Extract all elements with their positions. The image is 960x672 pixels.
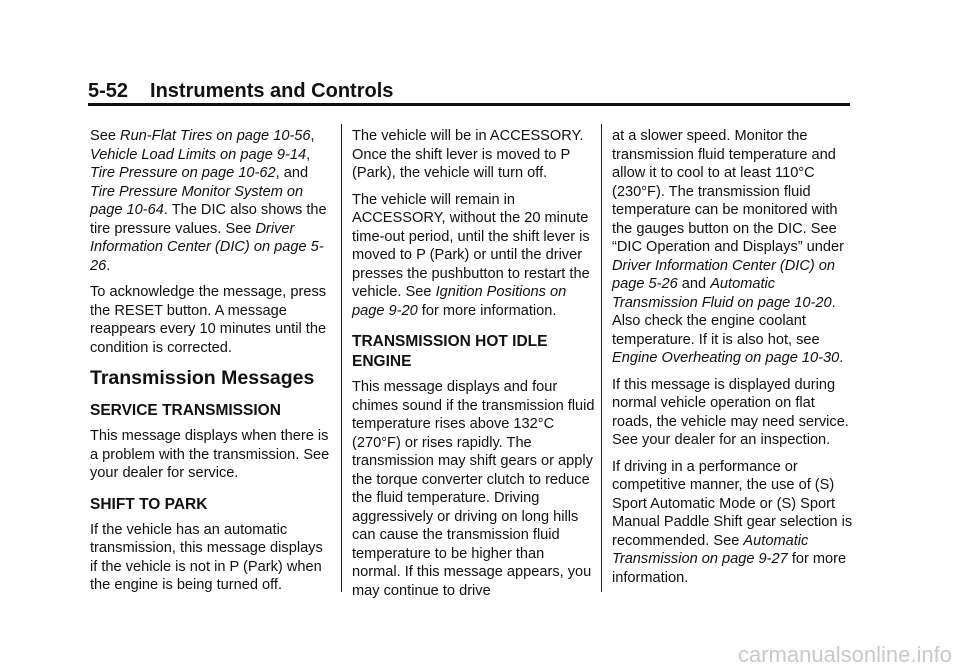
column-3 xyxy=(612,127,856,595)
cross-reference-link[interactable]: Vehicle Load Limits on page 9-14 xyxy=(90,146,307,163)
page-number: 5-52 xyxy=(88,80,129,102)
column-divider-2 xyxy=(601,124,602,592)
cross-reference-link[interactable]: Driver Information Center (DIC) on page 5-26 xyxy=(90,220,324,274)
section-heading: Transmission Messages xyxy=(90,367,315,389)
subsection-heading: TRANSMISSION HOT IDLE ENGINE xyxy=(352,333,548,370)
paragraph: The vehicle will remain in ACCESSORY, without the 20 minute time-out period, until the shift lever is moved to P (Park) or until the driver presses the pushbutton to restart the vehicle. See Ignition Positions on page 9-20 for more information. xyxy=(352,191,590,319)
paragraph: If this message is displayed during normal vehicle operation on flat roads, the vehicle may need service. See your dealer for an inspection. xyxy=(612,376,849,448)
paragraph: The vehicle will be in ACCESSORY. Once the shift lever is moved to P (Park), the vehicle will turn off. xyxy=(352,128,584,181)
paragraph: To acknowledge the message, press the RESET button. A message reappears every 10 minutes until the condition is corrected. xyxy=(90,284,327,356)
column-1 xyxy=(90,127,334,603)
paragraph: If the vehicle has an automatic transmission, this message displays if the vehicle is not in P (Park) when the engine is being turned off. xyxy=(90,521,323,593)
paragraph: This message displays when there is a problem with the transmission. See your dealer for service. xyxy=(90,428,330,481)
cross-reference-link[interactable]: Ignition Positions on page 9-20 xyxy=(352,284,567,319)
paragraph: This message displays and four chimes sound if the transmission fluid temperature rises above 132°C (270°F) or rises rapidly. The transmission may shift gears or apply the torque converter clutch to reduce the fluid temperature. Driving aggressively or driving on long hills can cause the transmission fluid temperature to be higher than normal. If this message appears, you may continue to drive xyxy=(352,379,595,599)
column-divider-1 xyxy=(341,124,342,592)
cross-reference-link[interactable]: Tire Pressure on page 10-62 xyxy=(90,165,276,181)
cross-reference-link[interactable]: Automatic Transmission on page 9-27 xyxy=(612,532,809,567)
watermark: carmanualsonline.info xyxy=(737,642,952,667)
subsection-heading: SERVICE TRANSMISSION xyxy=(90,402,281,419)
header-rule xyxy=(88,103,850,106)
paragraph: at a slower speed. Monitor the transmission fluid temperature and allow it to cool to at least 110°C (230°F). The transmission fluid temperature can be monitored with the gauges button on the DIC. See “DIC Operation and Displays” under Driver Information Center (DIC) on page 5-26 and Automatic Transmission Fluid on page 10-20. Also check the engine coolant temperature. If it is also hot, see Engine Overheating on page 10-30. xyxy=(612,128,844,366)
cross-reference-link[interactable]: Engine Overheating on page 10-30 xyxy=(612,350,840,366)
subsection-heading: SHIFT TO PARK xyxy=(90,495,208,513)
page-header xyxy=(88,80,393,103)
column-2 xyxy=(352,127,596,608)
cross-reference-link[interactable]: Run-Flat Tires on page 10-56 xyxy=(120,128,311,144)
cross-reference-link[interactable]: Tire Pressure Monitor System on page 10-64 xyxy=(90,183,304,218)
cross-reference-link[interactable]: Driver Information Center (DIC) on page 5-26 xyxy=(612,257,836,292)
paragraph: See Run-Flat Tires on page 10-56, Vehicle Load Limits on page 9-14, Tire Pressure on page 10-62, and Tire Pressure Monitor System on page 10-64. The DIC also shows the tire pressure values. See Driver Information Center (DIC) on page 5-26. xyxy=(90,128,327,274)
section-title: Instruments and Controls xyxy=(150,80,394,102)
cross-reference-link[interactable]: Automatic Transmission Fluid on page 10-20 xyxy=(612,276,832,311)
paragraph: If driving in a performance or competitive manner, the use of (S) Sport Automatic Mode or (S) Sport Manual Paddle Shift gear selection is recommended. See Automatic Transmission on page 9-27 for more information. xyxy=(612,458,853,586)
